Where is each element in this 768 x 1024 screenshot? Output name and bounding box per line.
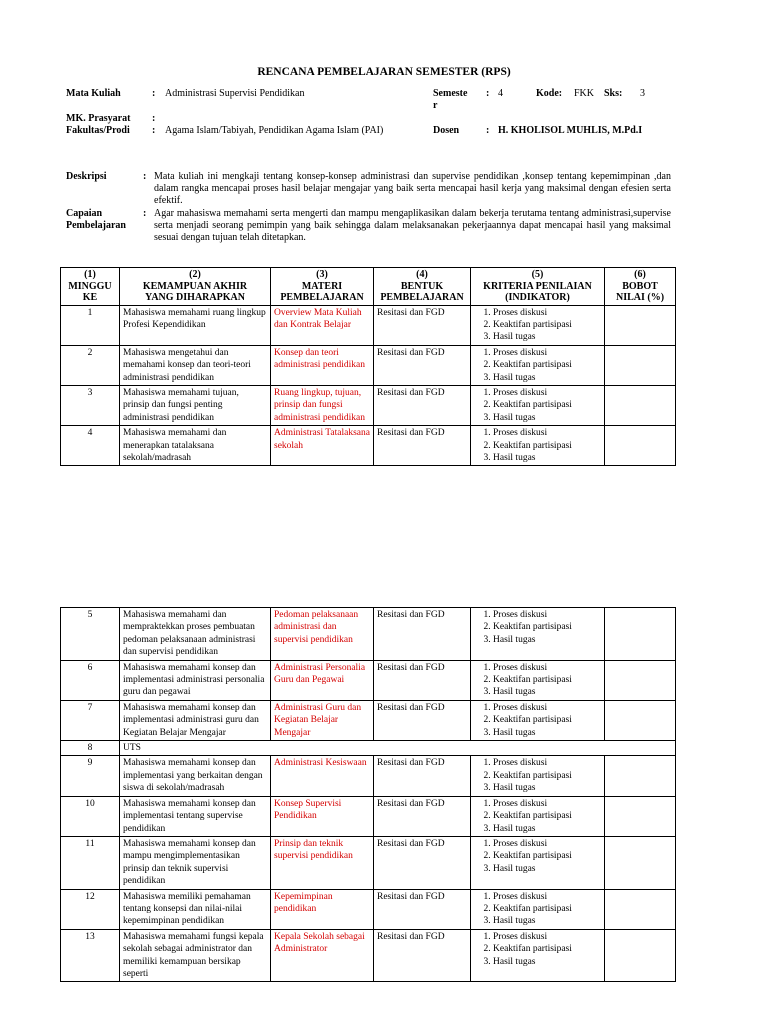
colon: : bbox=[143, 171, 147, 182]
materi-cell: Ruang lingkup, tujuan, prinsip dan fungsi administrasi pendidikan bbox=[271, 385, 374, 425]
bobot-cell bbox=[605, 929, 676, 982]
kemampuan-cell: Mahasiswa memahami tujuan, prinsip dan fungsi penting administrasi pendidikan bbox=[120, 385, 271, 425]
kriteria-item: 1. Proses diskusi bbox=[493, 891, 601, 903]
bobot-cell bbox=[605, 796, 676, 836]
kemampuan-cell: Mahasiswa memahami konsep dan implementasi administrasi personalia guru dan pegawai bbox=[120, 660, 271, 700]
bentuk-cell: Resitasi dan FGD bbox=[374, 608, 471, 661]
kriteria-cell bbox=[471, 929, 605, 982]
week-cell: 12 bbox=[61, 889, 120, 929]
kriteria-item: 1. Proses diskusi bbox=[493, 347, 601, 359]
kriteria-list bbox=[474, 662, 601, 699]
kriteria-item: 2. Keaktifan partisipasi bbox=[493, 440, 601, 452]
kriteria-item: 3. Hasil tugas bbox=[493, 412, 601, 424]
kriteria-item: 3. Hasil tugas bbox=[493, 634, 601, 646]
kode-label: Kode: bbox=[536, 88, 563, 99]
kriteria-item: 2. Keaktifan partisipasi bbox=[493, 674, 601, 686]
kriteria-cell bbox=[471, 426, 605, 466]
table-row bbox=[61, 608, 676, 661]
week-cell: 4 bbox=[61, 426, 120, 466]
semester-label-wrap: r bbox=[433, 100, 438, 111]
week-cell: 1 bbox=[61, 305, 120, 345]
kemampuan-cell: Mahasiswa memahami konsep dan implementasi yang berkaitan dengan siswa di sekolah/madrasah bbox=[120, 756, 271, 796]
table-row bbox=[61, 426, 676, 466]
bentuk-cell: Resitasi dan FGD bbox=[374, 385, 471, 425]
week-cell: 10 bbox=[61, 796, 120, 836]
semester-label: Semeste bbox=[433, 88, 468, 99]
kriteria-item: 1. Proses diskusi bbox=[493, 757, 601, 769]
bobot-cell bbox=[605, 756, 676, 796]
capaian-label-2: Pembelajaran bbox=[66, 220, 126, 231]
table-row bbox=[61, 305, 676, 345]
kriteria-list bbox=[474, 757, 601, 794]
kriteria-cell bbox=[471, 608, 605, 661]
capaian-text: Agar mahasiswa memahami serta mengerti dan mampu mengaplikasikan dalam bekerja terutama tentang administrasi,supervise serta menjadi seorang pemimpin yang baik sehingga dalam melaksanakan pekerjaannya dapat mencapai hasil yang maksimal sesuai dengan tujuan telah ditetapkan. bbox=[154, 208, 671, 243]
week-cell: 9 bbox=[61, 756, 120, 796]
sks-label: Sks: bbox=[604, 88, 623, 99]
kriteria-item: 3. Hasil tugas bbox=[493, 956, 601, 968]
bobot-cell bbox=[605, 836, 676, 889]
kriteria-item: 1. Proses diskusi bbox=[493, 387, 601, 399]
kemampuan-cell: Mahasiswa memahami ruang lingkup Profesi Kependidikan bbox=[120, 305, 271, 345]
kriteria-list bbox=[474, 931, 601, 968]
kriteria-cell bbox=[471, 660, 605, 700]
kriteria-cell bbox=[471, 796, 605, 836]
materi-cell: Administrasi Kesiswaan bbox=[271, 756, 374, 796]
kriteria-list bbox=[474, 798, 601, 835]
materi-cell: Overview Mata Kuliah dan Kontrak Belajar bbox=[271, 305, 374, 345]
header-materi: (3) MATERI PEMBELAJARAN bbox=[271, 268, 374, 306]
kriteria-item: 1. Proses diskusi bbox=[493, 662, 601, 674]
table-row bbox=[61, 741, 676, 756]
table-header-row bbox=[61, 268, 676, 306]
bentuk-cell: Resitasi dan FGD bbox=[374, 700, 471, 740]
bentuk-cell: Resitasi dan FGD bbox=[374, 836, 471, 889]
kriteria-cell bbox=[471, 305, 605, 345]
bobot-cell bbox=[605, 700, 676, 740]
kriteria-item: 1. Proses diskusi bbox=[493, 798, 601, 810]
semester-value: 4 bbox=[498, 88, 503, 99]
kriteria-item: 3. Hasil tugas bbox=[493, 823, 601, 835]
kriteria-cell bbox=[471, 700, 605, 740]
table-row bbox=[61, 660, 676, 700]
kriteria-item: 2. Keaktifan partisipasi bbox=[493, 359, 601, 371]
dosen-value: H. KHOLISOL MUHLIS, M.Pd.I bbox=[498, 125, 643, 136]
materi-cell: Kepemimpinan pendidikan bbox=[271, 889, 374, 929]
kriteria-cell bbox=[471, 756, 605, 796]
bobot-cell bbox=[605, 889, 676, 929]
colon: : bbox=[152, 88, 156, 99]
materi-cell: Prinsip dan teknik supervisi pendidikan bbox=[271, 836, 374, 889]
kriteria-item: 2. Keaktifan partisipasi bbox=[493, 770, 601, 782]
colon: : bbox=[486, 88, 490, 99]
week-cell: 13 bbox=[61, 929, 120, 982]
kriteria-list bbox=[474, 891, 601, 928]
materi-cell: Konsep dan teori administrasi pendidikan bbox=[271, 345, 374, 385]
kriteria-item: 3. Hasil tugas bbox=[493, 331, 601, 343]
fakultas-value: Agama Islam/Tabiyah, Pendidikan Agama Islam (PAI) bbox=[165, 125, 384, 136]
kriteria-item: 2. Keaktifan partisipasi bbox=[493, 399, 601, 411]
kriteria-list bbox=[474, 702, 601, 739]
rps-table-page-1 bbox=[60, 267, 676, 466]
kriteria-list bbox=[474, 838, 601, 875]
kriteria-cell bbox=[471, 385, 605, 425]
bentuk-cell: Resitasi dan FGD bbox=[374, 889, 471, 929]
kriteria-list bbox=[474, 307, 601, 344]
header-minggu: (1) MINGGU KE bbox=[61, 268, 120, 306]
bobot-cell bbox=[605, 345, 676, 385]
kriteria-item: 2. Keaktifan partisipasi bbox=[493, 903, 601, 915]
colon: : bbox=[152, 113, 156, 124]
week-cell: 2 bbox=[61, 345, 120, 385]
kriteria-item: 2. Keaktifan partisipasi bbox=[493, 850, 601, 862]
rps-table-page-2 bbox=[60, 607, 676, 982]
colon: : bbox=[486, 125, 490, 136]
kemampuan-cell: Mahasiswa memahami fungsi kepala sekolah sebagai administrator dan memiliki kemampuan bersikap seperti bbox=[120, 929, 271, 982]
kriteria-item: 1. Proses diskusi bbox=[493, 838, 601, 850]
colon: : bbox=[143, 208, 147, 219]
kriteria-item: 3. Hasil tugas bbox=[493, 782, 601, 794]
kemampuan-cell: Mahasiswa memiliki pemahaman tentang konsepsi dan nilai-nilai kepemimpinan pendidikan bbox=[120, 889, 271, 929]
table-row bbox=[61, 345, 676, 385]
bentuk-cell: Resitasi dan FGD bbox=[374, 345, 471, 385]
deskripsi-label: Deskripsi bbox=[66, 171, 107, 182]
kriteria-item: 3. Hasil tugas bbox=[493, 863, 601, 875]
kriteria-item: 3. Hasil tugas bbox=[493, 372, 601, 384]
capaian-label: Capaian bbox=[66, 208, 103, 219]
kemampuan-cell: Mahasiswa memahami konsep dan implementasi administrasi guru dan Kegiatan Belajar Mengajar bbox=[120, 700, 271, 740]
bentuk-cell: Resitasi dan FGD bbox=[374, 305, 471, 345]
bobot-cell bbox=[605, 385, 676, 425]
materi-cell: Administrasi Guru dan Kegiatan Belajar Mengajar bbox=[271, 700, 374, 740]
header-bobot: (6) BOBOT NILAI (%) bbox=[605, 268, 676, 306]
header-kemampuan: (2) KEMAMPUAN AKHIR YANG DIHARAPKAN bbox=[120, 268, 271, 306]
week-cell: 6 bbox=[61, 660, 120, 700]
kriteria-item: 2. Keaktifan partisipasi bbox=[493, 621, 601, 633]
sks-value: 3 bbox=[640, 88, 645, 99]
header-kriteria: (5) KRITERIA PENILAIAN (INDIKATOR) bbox=[471, 268, 605, 306]
fakultas-label: Fakultas/Prodi bbox=[66, 125, 130, 136]
week-cell: 11 bbox=[61, 836, 120, 889]
uts-cell: UTS bbox=[120, 741, 676, 756]
kriteria-list bbox=[474, 609, 601, 646]
kemampuan-cell: Mahasiswa memahami konsep dan mampu mengimplementasikan prinsip dan teknik supervisi pendidikan bbox=[120, 836, 271, 889]
kriteria-item: 3. Hasil tugas bbox=[493, 727, 601, 739]
table-row bbox=[61, 889, 676, 929]
kriteria-item: 2. Keaktifan partisipasi bbox=[493, 319, 601, 331]
bentuk-cell: Resitasi dan FGD bbox=[374, 426, 471, 466]
kriteria-item: 2. Keaktifan partisipasi bbox=[493, 714, 601, 726]
mata-kuliah-value: Administrasi Supervisi Pendidikan bbox=[165, 88, 305, 99]
kriteria-list bbox=[474, 387, 601, 424]
table-row bbox=[61, 929, 676, 982]
kriteria-item: 2. Keaktifan partisipasi bbox=[493, 943, 601, 955]
kriteria-item: 3. Hasil tugas bbox=[493, 915, 601, 927]
kemampuan-cell: Mahasiswa memahami dan mempraktekkan proses pembuatan pedoman pelaksanaan administrasi dan supervisi pendidikan bbox=[120, 608, 271, 661]
kriteria-item: 1. Proses diskusi bbox=[493, 427, 601, 439]
header-bentuk: (4) BENTUK PEMBELAJARAN bbox=[374, 268, 471, 306]
kriteria-item: 3. Hasil tugas bbox=[493, 452, 601, 464]
kriteria-item: 1. Proses diskusi bbox=[493, 609, 601, 621]
materi-cell: Administrasi Personalia Guru dan Pegawai bbox=[271, 660, 374, 700]
table-row bbox=[61, 796, 676, 836]
kemampuan-cell: Mahasiswa memahami konsep dan implementasi tentang supervise pendidikan bbox=[120, 796, 271, 836]
bentuk-cell: Resitasi dan FGD bbox=[374, 929, 471, 982]
kriteria-item: 1. Proses diskusi bbox=[493, 702, 601, 714]
mata-kuliah-label: Mata Kuliah bbox=[66, 88, 121, 99]
kode-value: FKK bbox=[574, 88, 595, 99]
prasyarat-label: MK. Prasyarat bbox=[66, 113, 131, 124]
table-row bbox=[61, 385, 676, 425]
bentuk-cell: Resitasi dan FGD bbox=[374, 660, 471, 700]
kriteria-cell bbox=[471, 889, 605, 929]
week-cell: 8 bbox=[61, 741, 120, 756]
kriteria-item: 1. Proses diskusi bbox=[493, 931, 601, 943]
bobot-cell bbox=[605, 660, 676, 700]
materi-cell: Pedoman pelaksanaan administrasi dan supervisi pendidikan bbox=[271, 608, 374, 661]
week-cell: 3 bbox=[61, 385, 120, 425]
kriteria-cell bbox=[471, 836, 605, 889]
bentuk-cell: Resitasi dan FGD bbox=[374, 756, 471, 796]
bentuk-cell: Resitasi dan FGD bbox=[374, 796, 471, 836]
kriteria-item: 2. Keaktifan partisipasi bbox=[493, 810, 601, 822]
colon: : bbox=[152, 125, 156, 136]
table-row bbox=[61, 700, 676, 740]
week-cell: 5 bbox=[61, 608, 120, 661]
week-cell: 7 bbox=[61, 700, 120, 740]
deskripsi-text: Mata kuliah ini mengkaji tentang konsep-konsep administrasi dan supervise pendidikan ,konsep tentang kepemimpinan ,dan dalam rangka mencapai proses hasil belajar mengajar yang baik serta mencapai hasil kerja yang maksimal dengan efesien serta efektif. bbox=[154, 171, 671, 206]
bobot-cell bbox=[605, 608, 676, 661]
kriteria-item: 1. Proses diskusi bbox=[493, 307, 601, 319]
table-row bbox=[61, 756, 676, 796]
kriteria-item: 3. Hasil tugas bbox=[493, 686, 601, 698]
kemampuan-cell: Mahasiswa memahami dan menerapkan tatalaksana sekolah/madrasah bbox=[120, 426, 271, 466]
materi-cell: Konsep Supervisi Pendidikan bbox=[271, 796, 374, 836]
bobot-cell bbox=[605, 426, 676, 466]
kriteria-list bbox=[474, 427, 601, 464]
document-title: RENCANA PEMBELAJARAN SEMESTER (RPS) bbox=[257, 66, 511, 78]
kemampuan-cell: Mahasiswa mengetahui dan memahami konsep dan teori-teori administrasi pendidikan bbox=[120, 345, 271, 385]
table-row bbox=[61, 836, 676, 889]
kriteria-cell bbox=[471, 345, 605, 385]
dosen-label: Dosen bbox=[433, 125, 460, 136]
materi-cell: Administrasi Tatalaksana sekolah bbox=[271, 426, 374, 466]
kriteria-list bbox=[474, 347, 601, 384]
bobot-cell bbox=[605, 305, 676, 345]
materi-cell: Kepala Sekolah sebagai Administrator bbox=[271, 929, 374, 982]
